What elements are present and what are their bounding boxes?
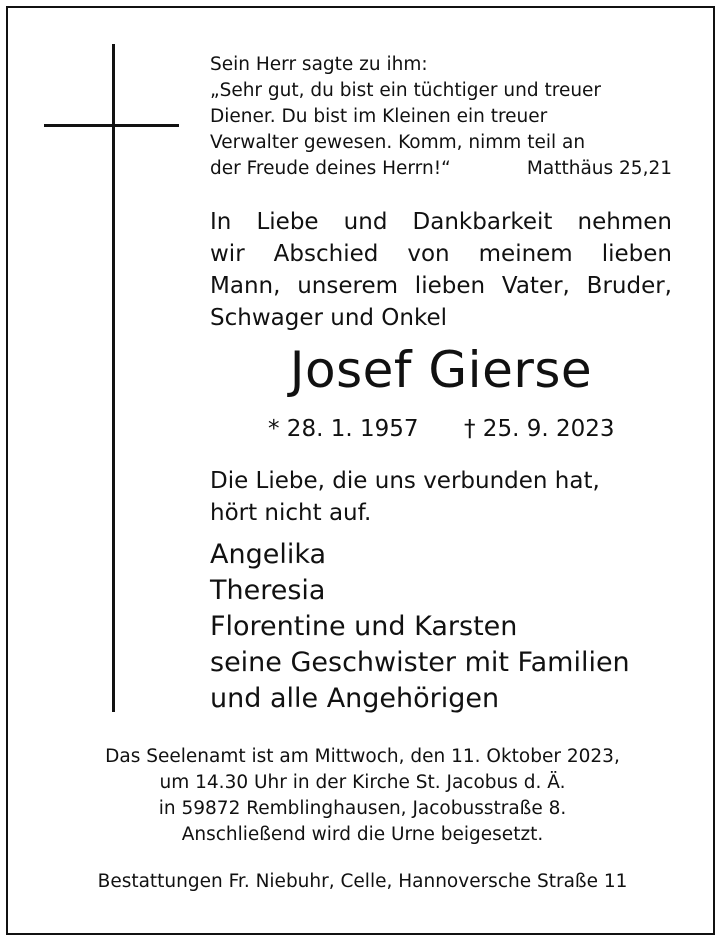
cross-icon-crossbar: [44, 124, 179, 127]
undertaker-info: Bestattungen Fr. Niebuhr, Celle, Hannoversche Straße 11: [97, 871, 628, 892]
motto-line: Die Liebe, die uns verbunden hat,: [210, 468, 600, 494]
mourner-name: Theresia: [210, 575, 326, 606]
bible-quote: [210, 52, 680, 182]
service-info-line: in 59872 Remblinghausen, Jacobusstraße 8.: [158, 798, 567, 819]
quote-line: „Sehr gut, du bist ein tüchtiger und treuer: [210, 80, 602, 101]
motto-text: [210, 465, 672, 529]
mourner-name: und alle Angehörigen: [210, 683, 500, 714]
death-date: † 25. 9. 2023: [464, 416, 615, 442]
mourner-name: seine Geschwister mit Familien: [210, 647, 630, 678]
quote-line: Sein Herr sagte zu ihm:: [210, 54, 428, 75]
quote-line: Verwalter gewesen. Komm, nimm teil an: [210, 132, 586, 153]
service-info: [0, 744, 725, 848]
quote-source: Matthäus 25,21: [526, 158, 672, 179]
service-info-line: Anschließend wird die Urne beigesetzt.: [181, 824, 544, 845]
quote-last-line: [210, 156, 672, 182]
farewell-line: wir Abschied von meinem lieben: [210, 241, 672, 267]
mourner-name: Angelika: [210, 539, 327, 570]
farewell-text: [210, 206, 672, 334]
cross-icon: [112, 44, 115, 712]
deceased-name: Josef Gierse: [289, 341, 593, 399]
motto-line: hört nicht auf.: [210, 500, 372, 526]
farewell-line: Schwager und Onkel: [210, 305, 448, 331]
birth-date: * 28. 1. 1957: [268, 416, 419, 442]
mourner-name: Florentine und Karsten: [210, 611, 518, 642]
farewell-line: In Liebe und Dankbarkeit nehmen: [210, 209, 672, 235]
mourners-list: [210, 537, 680, 717]
quote-line: der Freude deines Herrn!“: [210, 158, 451, 179]
farewell-line: Mann, unserem lieben Vater, Bruder,: [210, 273, 672, 299]
quote-line: Diener. Du bist im Kleinen ein treuer: [210, 106, 548, 127]
service-info-line: um 14.30 Uhr in der Kirche St. Jacobus d. Ä.: [159, 772, 566, 793]
service-info-line: Das Seelenamt ist am Mittwoch, den 11. Oktober 2023,: [105, 746, 620, 767]
